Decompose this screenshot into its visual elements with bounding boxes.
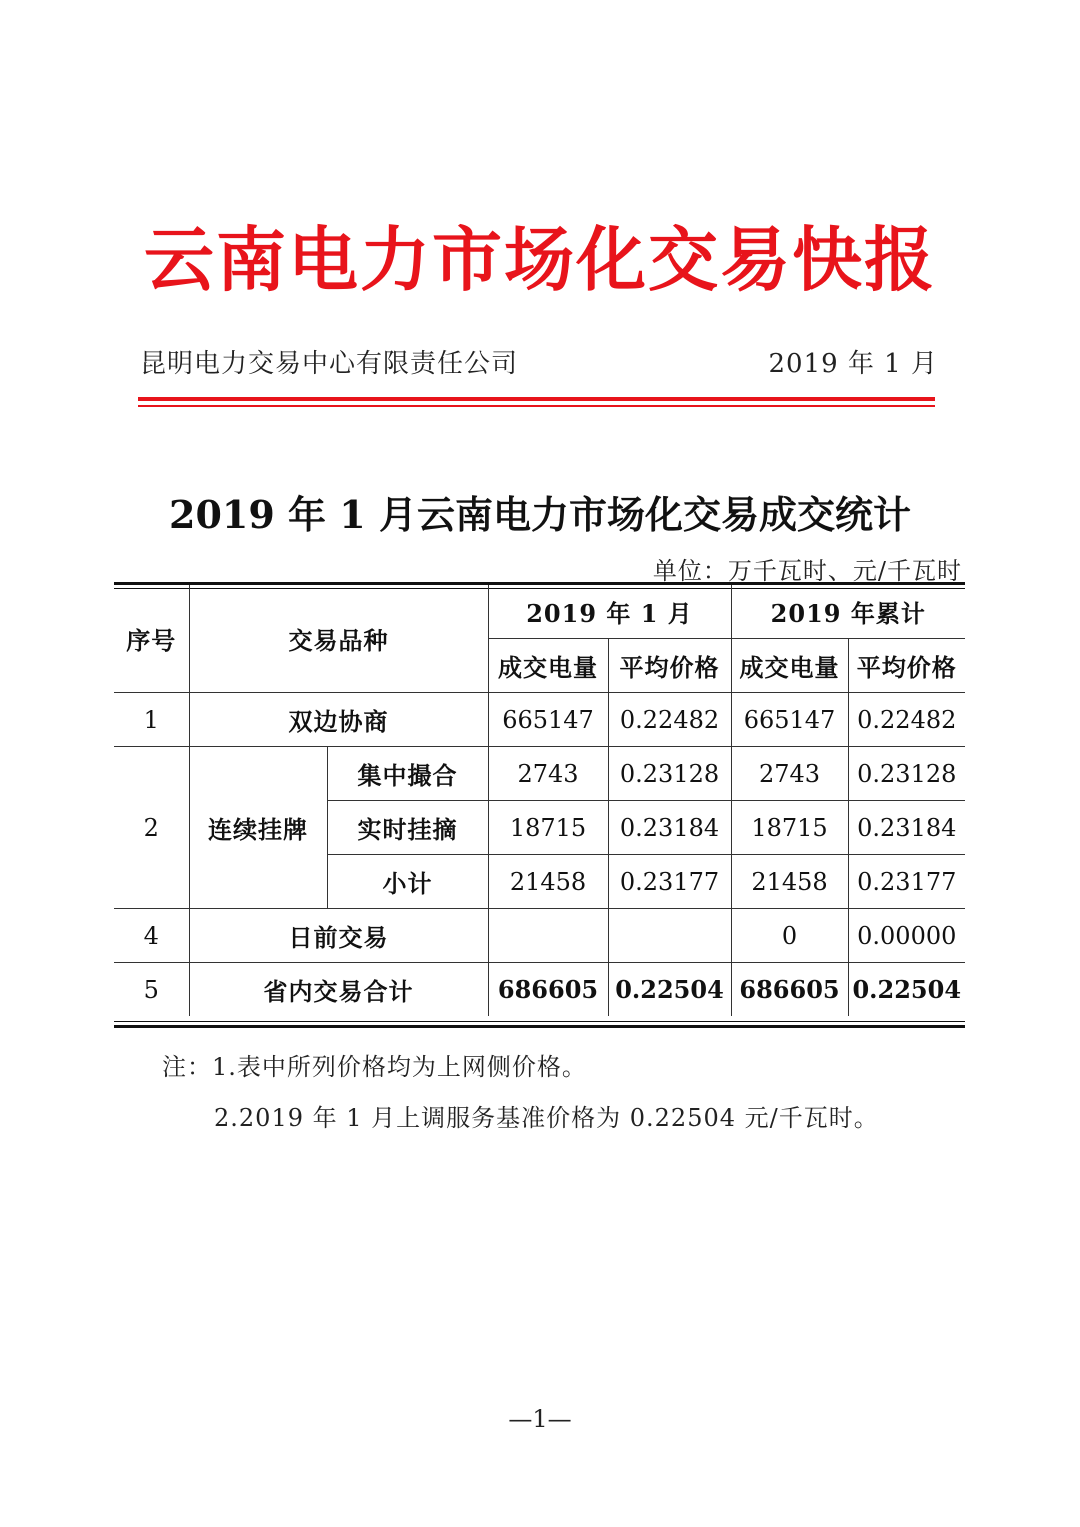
row-month-volume: 2743 bbox=[488, 747, 608, 801]
issue-date: 2019 年 1 月 bbox=[768, 349, 938, 379]
header-rule-thick bbox=[138, 397, 935, 401]
row-category: 省内交易合计 bbox=[189, 963, 488, 1017]
row-category: 双边协商 bbox=[189, 693, 488, 747]
row-month-price: 0.23128 bbox=[608, 747, 731, 801]
row-month-price: 0.22482 bbox=[608, 693, 731, 747]
table-row bbox=[114, 909, 965, 963]
row-seq: 4 bbox=[114, 909, 189, 963]
organization-name: 昆明电力交易中心有限责任公司 bbox=[140, 349, 519, 379]
row-ytd-price: 0.00000 bbox=[848, 909, 965, 963]
row-seq: 1 bbox=[114, 693, 189, 747]
row-ytd-volume: 665147 bbox=[731, 693, 848, 747]
row-ytd-volume: 2743 bbox=[731, 747, 848, 801]
header-seq: 序号 bbox=[114, 585, 189, 693]
table-row bbox=[114, 747, 965, 801]
row-ytd-price: 0.23128 bbox=[848, 747, 965, 801]
header-ytd-volume: 成交电量 bbox=[731, 639, 848, 693]
row-subcategory: 实时挂摘 bbox=[327, 801, 488, 855]
unit-label: 单位：万千瓦时、元/千瓦时 bbox=[652, 557, 962, 585]
row-ytd-price: 0.22482 bbox=[848, 693, 965, 747]
header-ytd-group: 2019 年累计 bbox=[731, 585, 965, 639]
report-title: 2019 年 1 月云南电力市场化交易成交统计 bbox=[169, 492, 911, 537]
header-month-group: 2019 年 1 月 bbox=[488, 585, 731, 639]
row-month-price: 0.23177 bbox=[608, 855, 731, 909]
row-ytd-volume: 0 bbox=[731, 909, 848, 963]
row-subcategory: 集中撮合 bbox=[327, 747, 488, 801]
row-seq: 2 bbox=[114, 747, 189, 909]
table-row bbox=[114, 693, 965, 747]
row-ytd-volume: 18715 bbox=[731, 801, 848, 855]
row-ytd-volume: 686605 bbox=[731, 963, 848, 1017]
row-month-volume: 686605 bbox=[488, 963, 608, 1017]
header-category: 交易品种 bbox=[189, 585, 488, 693]
row-month-volume: 665147 bbox=[488, 693, 608, 747]
statistics-table bbox=[114, 585, 965, 1016]
row-month-volume bbox=[488, 909, 608, 963]
row-month-price bbox=[608, 909, 731, 963]
masthead-title: 云南电力市场化交易快报 bbox=[144, 218, 936, 301]
row-category: 日前交易 bbox=[189, 909, 488, 963]
row-month-price: 0.23184 bbox=[608, 801, 731, 855]
row-seq: 5 bbox=[114, 963, 189, 1017]
header-month-price: 平均价格 bbox=[608, 639, 731, 693]
row-ytd-price: 0.23177 bbox=[848, 855, 965, 909]
header-rule-thin bbox=[138, 405, 935, 407]
row-ytd-volume: 21458 bbox=[731, 855, 848, 909]
note-1: 注：1.表中所列价格均为上网侧价格。 bbox=[162, 1053, 587, 1081]
row-month-volume: 21458 bbox=[488, 855, 608, 909]
row-ytd-price: 0.23184 bbox=[848, 801, 965, 855]
header-ytd-price: 平均价格 bbox=[848, 639, 965, 693]
row-subcategory: 小计 bbox=[327, 855, 488, 909]
header-month-volume: 成交电量 bbox=[488, 639, 608, 693]
note-2: 2.2019 年 1 月上调服务基准价格为 0.22504 元/千瓦时。 bbox=[214, 1104, 879, 1132]
table-bottom-border bbox=[114, 1021, 965, 1028]
page-number: —1— bbox=[508, 1405, 572, 1433]
row-month-price: 0.22504 bbox=[608, 963, 731, 1017]
row-ytd-price: 0.22504 bbox=[848, 963, 965, 1017]
row-category: 连续挂牌 bbox=[189, 747, 327, 909]
table-header-row bbox=[114, 585, 965, 639]
row-month-volume: 18715 bbox=[488, 801, 608, 855]
table-total-row bbox=[114, 963, 965, 1017]
